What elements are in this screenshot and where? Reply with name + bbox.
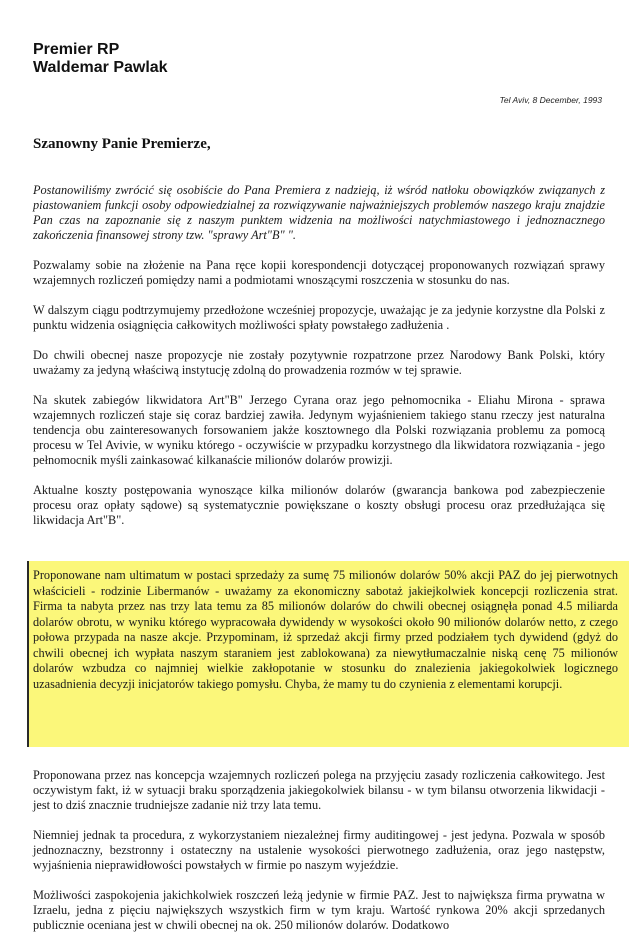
recipient-title: Premier RP [33, 41, 120, 58]
letter-body-upper [33, 183, 605, 543]
place-and-date: Tel Aviv, 8 December, 1993 [499, 95, 602, 105]
recipient-name: Waldemar Pawlak [33, 59, 168, 76]
letter-body-lower [33, 768, 605, 948]
paragraph-1: Postanowiliśmy zwrócić się osobiście do Pana Premiera z nadzieją, iż wśród natłoku obowiązków związanych z piastowaniem funkcji osoby odpowiedzialnej za rozwiązywanie najważniejszych problemów naszego kraju znajdzie Pan czas na zapoznanie się z naszym punktem widzenia na możliwości natychmiastowego i jednoznacznego zakończenia finansowej strony tzw. "sprawy Art"B" ". [33, 183, 605, 242]
paragraph-3: W dalszym ciągu podtrzymujemy przedłożone wcześniej propozycje, uważając je za jedynie korzystne dla Polski z punktu widzenia osiągnięcia całkowitych możliwości spłaty powstałego zadłużenia . [33, 303, 605, 332]
paragraph-2: Pozwalamy sobie na złożenie na Pana ręce kopii korespondencji dotyczącej proponowanych rozwiązań sprawy wzajemnych rozliczeń pomiędzy nami a podmiotami wnoszącymi roszczenia w stosunku do nas. [33, 258, 605, 287]
paragraph-6: Aktualne koszty postępowania wynoszące kilka milionów dolarów (gwarancja bankowa pod zabezpieczenie procesu oraz opłaty sądowe) są systematycznie powiększane o koszty obsługi procesu oraz przedłużająca się likwidacja Art"B". [33, 483, 605, 527]
paragraph-5: Na skutek zabiegów likwidatora Art"B" Jerzego Cyrana oraz jego pełnomocnika - Eliahu Mirona - sprawa wzajemnych rozliczeń staje się coraz bardziej zawiła. Jedynym wyjaśnieniem takiego stanu rzeczy jest naturalna tendencja obu zainteresowanych forsowaniem jakże kosztownego dla Polski rozwiązania problemu za pomocą procesu w Tel Avivie, w wyniku którego - oczywiście w przypadku korzystnego dla likwidatora rozwiązania - jego pełnomocnik myśli zainkasować kilkanaście milionów dolarów prowizji. [33, 393, 605, 467]
paragraph-9: Niemniej jednak ta procedura, z wykorzystaniem niezależnej firmy auditingowej - jest jedyna. Pozwala w sposób jednoznaczny, bezstronny i ostateczny na ustalenie wysokości pierwotnego zadłużenia, oraz jego następstw, wyjaśnienia nieprawidłowości powstałych w firmie po naszym wyjeździe. [33, 828, 605, 872]
paragraph-8: Proponowana przez nas koncepcja wzajemnych rozliczeń polega na przyjęciu zasady rozliczenia całkowitego. Jest oczywistym fakt, iż w sytuacji braku sporządzenia jakiegokolwiek bilansu - w tym bilansu otworzenia likwidacji - jest to dziś znacznie trudniejsze zadanie niż trzy lata temu. [33, 768, 605, 812]
highlighted-paragraph: Proponowane nam ultimatum w postaci sprzedaży za sumę 75 milionów dolarów 50% akcji PAZ do jej pierwotnych właścicieli - rodzinie Libermanów - uważamy za ekonomiczny sabotaż jakiejkolwiek koncepcji rozliczenia strat. Firma ta nabyta przez nas trzy lata temu za 85 milionów dolarów do chwili obecnej osiągnęła ponad 4.5 miliarda dolarów obrotu, w wyniku którego wypracowała dywidendy w wysokości około 90 milionów dolarów netto, z czego połowa przypada na nasze akcje. Przypominam, iż sprzedaż akcji firmy przed podziałem tych dywidend (gdyż do chwili obecnej ich wypłata naszym staraniem jest zablokowana) za niewytłumaczalnie niską cenę 75 milionów dolarów wzbudza co najmniej wielkie zakłopotanie w stosunku do znalezienia jakiegokolwiek logicznego uzasadnienia decyzji inicjatorów takiego pomysłu. Chyba, że mamy tu do czynienia z elementami korupcji. [33, 568, 618, 691]
salutation: Szanowny Panie Premierze, [33, 136, 211, 152]
recipient-block [33, 41, 168, 77]
paragraph-10: Możliwości zaspokojenia jakichkolwiek roszczeń leżą jedynie w firmie PAZ. Jest to największa firma prywatna w Izraelu, jedna z pięciu największych wszystkich firm w tym kraju. Wartość rynkowa 20% akcji sprzedanych publicznie oceniana jest w chwili obecnej na ok. 250 milionów dolarów. Dodatkowo [33, 888, 605, 932]
paragraph-4: Do chwili obecnej nasze propozycje nie zostały pozytywnie rozpatrzone przez Narodowy Bank Polski, który uważamy za jedyną właściwą instytucję zdolną do prowadzenia rozmów w tej sprawie. [33, 348, 605, 377]
